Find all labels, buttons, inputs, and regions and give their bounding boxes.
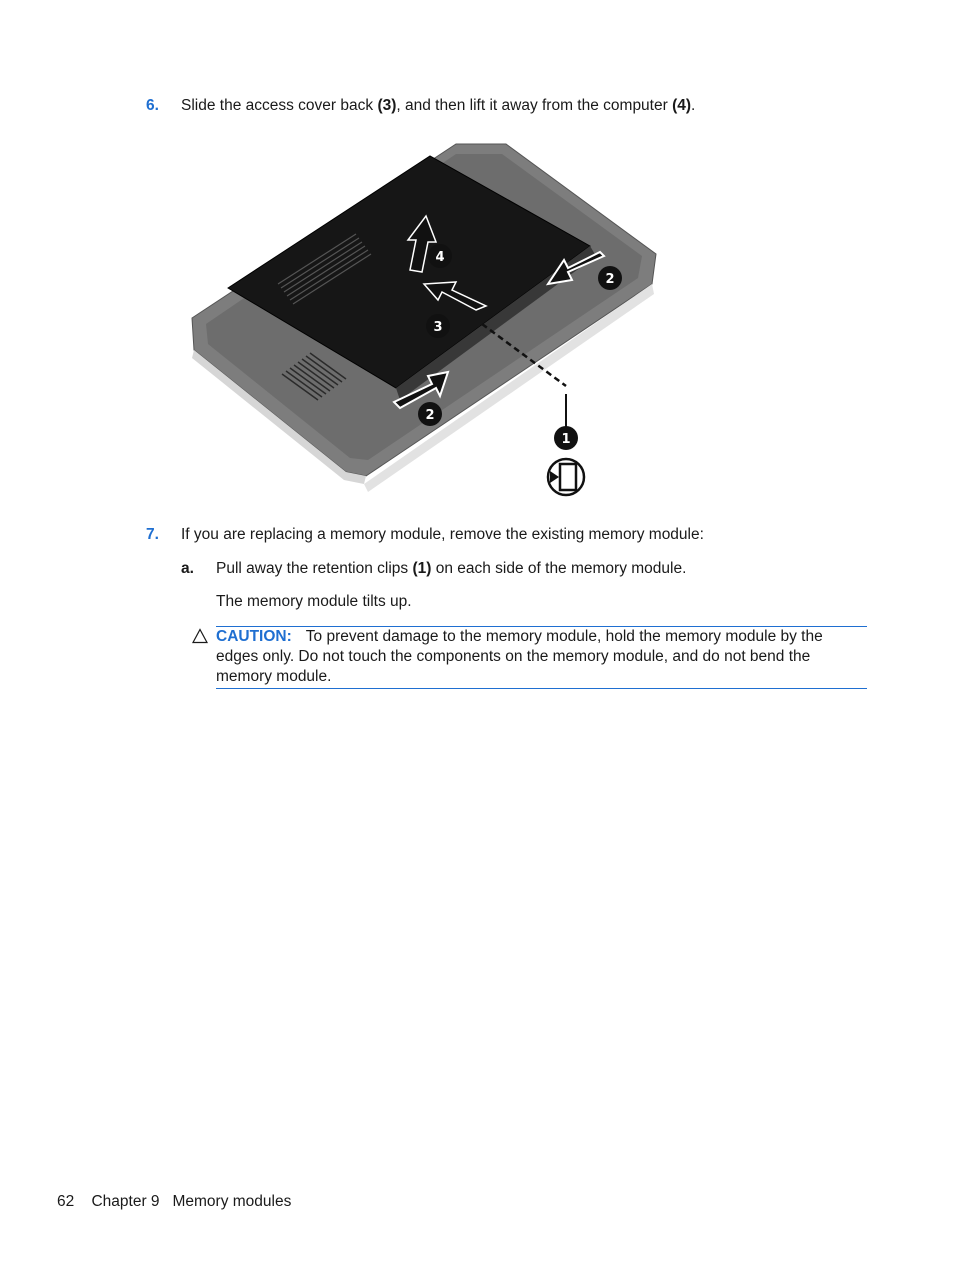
step-6-number: 6. (146, 97, 159, 114)
step-6-text: Slide the access cover back (3), and then lift it away from the computer (4). (181, 97, 696, 114)
callout-4-icon (428, 244, 452, 268)
caution-note (216, 626, 867, 689)
callout-1-icon (554, 426, 578, 450)
chapter-title: Memory modules (172, 1193, 292, 1210)
warning-triangle-icon (192, 628, 208, 644)
svg-text:2: 2 (605, 272, 615, 287)
svg-text:2: 2 (425, 408, 435, 423)
substep-a-text: Pull away the retention clips (1) on each side of the memory module. (216, 560, 687, 577)
substep-a-label: a. (181, 560, 194, 577)
callout-2-right-icon (598, 266, 622, 290)
svg-text:4: 4 (435, 250, 445, 265)
page-number: 62 (57, 1193, 75, 1210)
access-cover-removal-illustration (186, 138, 660, 500)
screw-removal-icon (548, 459, 584, 495)
svg-text:3: 3 (433, 320, 443, 335)
callout-3-icon (426, 314, 450, 338)
step-7-text: If you are replacing a memory module, remove the existing memory module: (181, 526, 704, 543)
page-footer (57, 1192, 291, 1212)
chapter-label: Chapter 9 (91, 1193, 160, 1210)
caution-label: CAUTION: (216, 628, 292, 645)
caution-text: To prevent damage to the memory module, hold the memory module by the edges only. Do not touch the components on the memory module, and do not bend the memory module. (216, 628, 823, 685)
step-7-number: 7. (146, 526, 159, 543)
callout-2-left-icon (418, 402, 442, 426)
svg-text:1: 1 (561, 432, 571, 447)
substep-a-result: The memory module tilts up. (216, 593, 412, 610)
